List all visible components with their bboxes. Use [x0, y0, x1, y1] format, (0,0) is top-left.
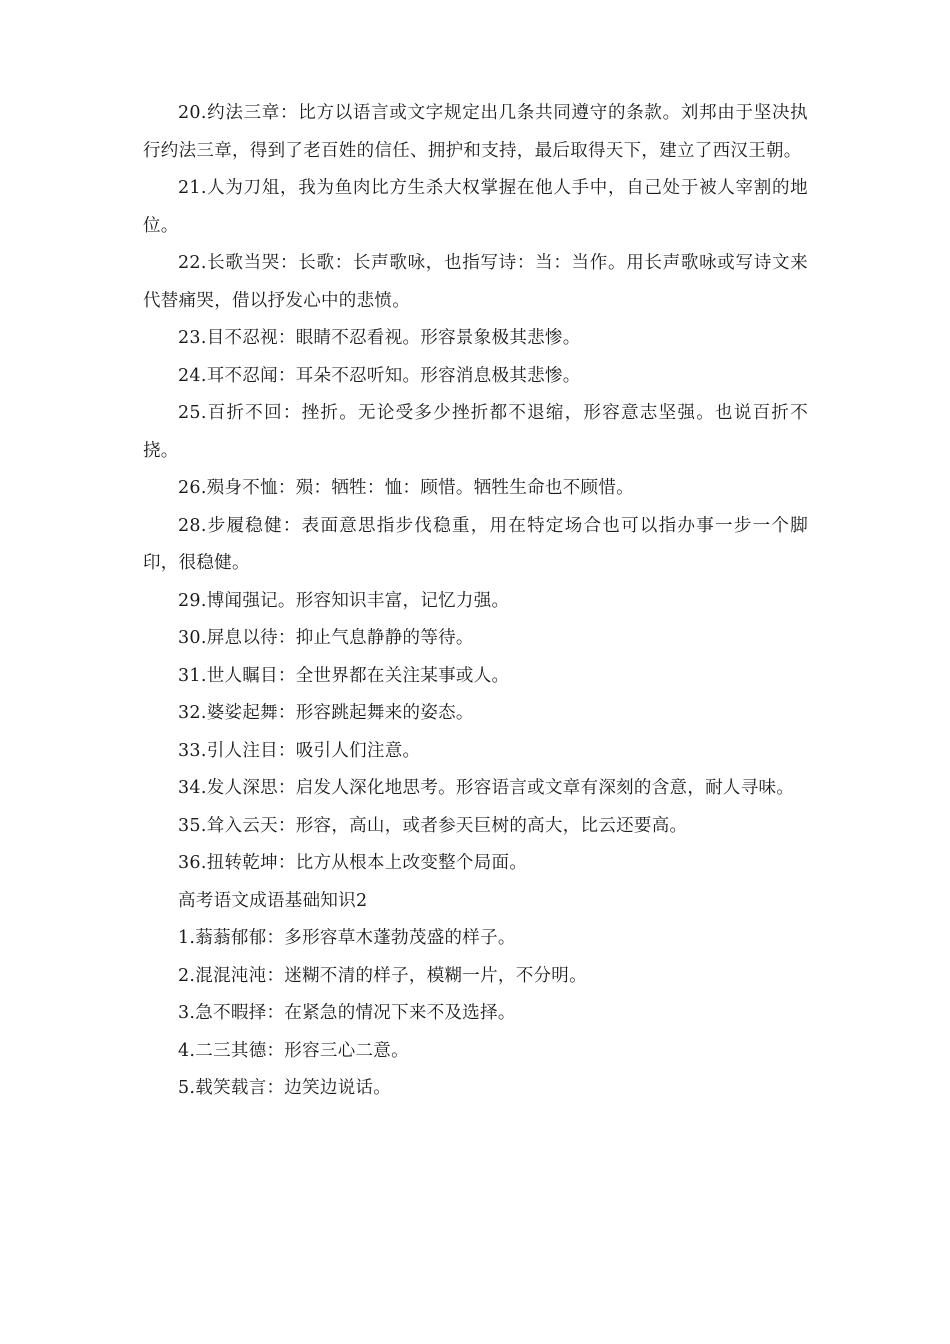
document-body — [143, 95, 808, 1108]
idiom-entry-3: 3.急不暇择：在紧急的情况下来不及选择。 — [178, 1003, 516, 1023]
idiom-entry-26: 26.殒身不恤：殒：牺牲：恤：顾惜。牺牲生命也不顾惜。 — [178, 478, 634, 498]
section-heading: 高考语文成语基础知识2 — [178, 890, 368, 911]
idiom-entry-5: 5.载笑载言：边笑边说话。 — [178, 1078, 392, 1098]
idiom-entry-35: 35.耸入云天：形容，高山，或者参天巨树的高大，比云还要高。 — [178, 815, 688, 836]
idiom-entry-23: 23.目不忍视：眼睛不忍看视。形容景象极其悲惨。 — [178, 328, 581, 348]
idiom-entry-1: 1.蓊蓊郁郁：多形容草木蓬勃茂盛的样子。 — [178, 928, 516, 948]
idiom-entry-24: 24.耳不忍闻：耳朵不忍听知。形容消息极其悲惨。 — [178, 365, 581, 386]
idiom-entry-34: 34.发人深思：启发人深化地思考。形容语言或文章有深刻的含意，耐人寻味。 — [178, 778, 795, 798]
idiom-entry-4: 4.二三其德：形容三心二意。 — [178, 1040, 409, 1061]
idiom-entry-2: 2.混混沌沌：迷糊不清的样子，模糊一片，不分明。 — [178, 965, 587, 986]
idiom-entry-28: 28.步履稳健：表面意思指步伐稳重，用在特定场合也可以指办事一步一个脚印，很稳健。 — [143, 515, 808, 573]
idiom-entry-32: 32.婆娑起舞：形容跳起舞来的姿态。 — [178, 703, 474, 723]
idiom-entry-30: 30.屏息以待：抑止气息静静的等待。 — [178, 628, 474, 648]
idiom-entry-21: 21.人为刀俎，我为鱼肉比方生杀大权掌握在他人手中，自己处于被人宰割的地位。 — [143, 178, 808, 236]
idiom-entry-29: 29.博闻强记。形容知识丰富，记忆力强。 — [178, 590, 510, 611]
idiom-entry-25: 25.百折不回：挫折。无论受多少挫折都不退缩，形容意志坚强。也说百折不挠。 — [143, 403, 808, 461]
idiom-entry-33: 33.引人注目：吸引人们注意。 — [178, 740, 421, 761]
idiom-entry-36: 36.扭转乾坤：比方从根本上改变整个局面。 — [178, 853, 528, 873]
idiom-entry-20: 20.约法三章：比方以语言或文字规定出几条共同遵守的条款。刘邦由于坚决执行约法三章，得到了老百姓的信任、拥护和支持，最后取得天下，建立了西汉王朝。 — [143, 103, 808, 161]
idiom-entry-31: 31.世人瞩目：全世界都在关注某事或人。 — [178, 665, 510, 686]
idiom-entry-22: 22.长歌当哭：长歌：长声歌咏，也指写诗：当：当作。用长声歌咏或写诗文来代替痛哭，借以抒发心中的悲愤。 — [143, 253, 808, 311]
